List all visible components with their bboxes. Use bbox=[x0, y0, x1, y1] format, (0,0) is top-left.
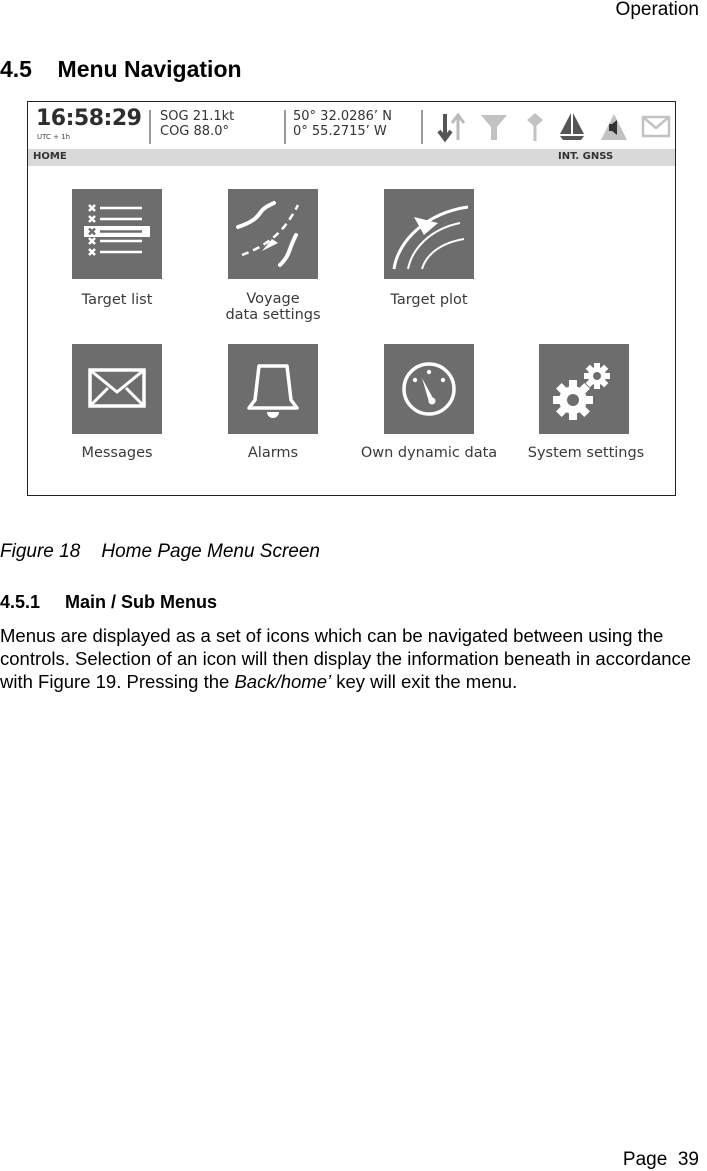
utc-offset: UTC + 1h bbox=[37, 133, 71, 141]
target-plot-icon bbox=[384, 189, 474, 279]
target-list-tile[interactable] bbox=[72, 189, 162, 279]
gears-icon bbox=[539, 344, 629, 434]
target-list-label: Target list bbox=[81, 292, 153, 308]
latitude-value: 50° 32.0286’ N bbox=[293, 109, 392, 124]
body-text-part: Menus are displayed as a set of icons which can be navigated between using the controls. Selection of an icon will then display the information beneath in accordance with Figure 19. Pressing the bbox=[0, 625, 692, 692]
target-plot-tile[interactable] bbox=[384, 189, 474, 279]
target-plot-label: Target plot bbox=[390, 292, 468, 308]
alarms-tile[interactable] bbox=[228, 344, 318, 434]
home-label: HOME bbox=[33, 151, 67, 162]
sog-value: SOG 21.1kt bbox=[160, 109, 235, 124]
filter-icon[interactable] bbox=[478, 110, 510, 144]
page-footer: Page 39 bbox=[622, 1149, 699, 1170]
target-list-icon bbox=[72, 189, 162, 279]
divider bbox=[149, 110, 151, 144]
messages-tile[interactable] bbox=[72, 344, 162, 434]
running-head: Operation bbox=[615, 0, 699, 20]
own-dynamic-data-label: Own dynamic data bbox=[360, 445, 498, 461]
divider bbox=[421, 110, 423, 144]
home-bar bbox=[28, 149, 675, 166]
sort-arrows-icon[interactable] bbox=[436, 110, 468, 144]
subsection-title: 4.5.1 Main / Sub Menus bbox=[0, 592, 218, 612]
voyage-route-icon bbox=[228, 189, 318, 279]
pin-icon[interactable] bbox=[520, 110, 550, 144]
section-title: 4.5 Menu Navigation bbox=[0, 56, 242, 82]
body-text-part: key will exit the menu. bbox=[331, 671, 518, 692]
voyage-data-settings-label: Voyage data settings bbox=[225, 291, 321, 323]
system-settings-label: System settings bbox=[527, 445, 645, 461]
body-text-emphasis: Back/home’ bbox=[234, 671, 332, 692]
bell-icon bbox=[228, 344, 318, 434]
gnss-label: INT. GNSS bbox=[558, 151, 614, 162]
sailboat-icon[interactable] bbox=[557, 110, 587, 144]
envelope-icon bbox=[72, 344, 162, 434]
divider bbox=[284, 110, 286, 144]
clock-display: 16:58:29 bbox=[36, 106, 142, 131]
messages-label: Messages bbox=[81, 445, 153, 461]
figure-caption: Figure 18 Home Page Menu Screen bbox=[0, 541, 321, 562]
own-dynamic-data-tile[interactable] bbox=[384, 344, 474, 434]
gauge-icon bbox=[384, 344, 474, 434]
system-settings-tile[interactable] bbox=[539, 344, 629, 434]
longitude-value: 0° 55.2715’ W bbox=[293, 124, 387, 139]
alarms-label: Alarms bbox=[247, 445, 299, 461]
body-paragraph bbox=[0, 624, 707, 693]
speaker-icon[interactable] bbox=[598, 110, 630, 144]
cog-value: COG 88.0° bbox=[160, 124, 229, 139]
voyage-data-settings-tile[interactable] bbox=[228, 189, 318, 279]
ais-home-screen bbox=[27, 101, 676, 496]
envelope-icon[interactable] bbox=[640, 110, 672, 144]
